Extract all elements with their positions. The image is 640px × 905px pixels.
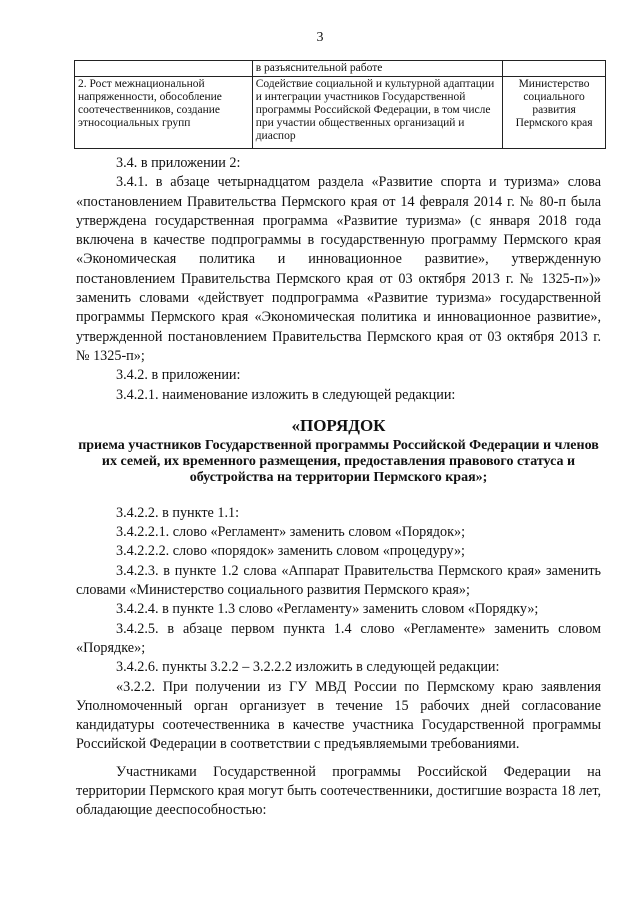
table-cell-responsible: Министерство социального развития Пермского края xyxy=(503,77,606,149)
paragraph: 3.4.2.2.2. слово «порядок» заменить словом «процедуру»; xyxy=(116,543,465,560)
paragraph: 3.4.2.3. в пункте 1.2 слова «Аппарат Правительства Пермского края» заменить словами «Министерство социального развития Пермского края»; xyxy=(76,562,601,599)
table-row xyxy=(75,61,606,77)
table-cell-measures: Содействие социальной и культурной адаптации и интеграции участников Государственной программы Российской Федерации, в том числе при участии общественных организаций и диаспор xyxy=(252,77,502,149)
paragraph: 3.4. в приложении 2: xyxy=(116,155,241,171)
paragraph: 3.4.2.6. пункты 3.2.2 – 3.2.2.2 изложить в следующей редакции: xyxy=(116,659,500,676)
table-cell-risk: 2. Рост межнациональной напряженности, обособление соотечественников, создание этносоциальных групп xyxy=(75,77,253,149)
paragraph: «3.2.2. При получении из ГУ МВД России по Пермскому краю заявления Уполномоченный орган организует в течение 15 рабочих дней согласование кандидатуры соотечественника в качестве участника Государственной программы Российской Федерации в соответствии с предъявляемыми требованиями. xyxy=(76,678,601,753)
paragraph: 3.4.2.4. в пункте 1.3 слово «Регламенту» заменить словом «Порядку»; xyxy=(116,601,539,618)
title-subheading: приема участников Государственной программы Российской Федерации и членов их семей, их временного размещения, предоставления правового статуса и обустройства на территории Пермского края»; xyxy=(78,437,599,485)
title-heading: «ПОРЯДОК xyxy=(291,415,386,435)
paragraph: 3.4.2.2. в пункте 1.1: xyxy=(116,504,240,521)
page-number: 3 xyxy=(316,30,324,45)
document-title xyxy=(76,416,601,486)
table-cell-empty xyxy=(503,61,606,77)
document-body xyxy=(76,154,601,821)
paragraph: Участниками Государственной программы Российской Федерации на территории Пермского края могут быть соотечественники, достигшие возраста 18 лет, обладающие дееспособностью: xyxy=(76,763,601,819)
table-cell-continued: в разъяснительной работе xyxy=(252,61,502,77)
risk-table xyxy=(74,60,606,149)
paragraph: 3.4.1. в абзаце четырнадцатом раздела «Развитие спорта и туризма» слова «постановлением Правительства Пермского края от 14 февраля 2014 г. № 80-п была утверждена государственная программа «Развитие туризма» (с января 2018 года включена в качестве подпрограммы в государственную программу Пермского края «Экономическая политика и инновационное развитие», утвержденную постановлением Правительства Пермского края от 03 октября 2013 г. № 1325-п»)» заменить словами «действует подпрограмма «Развитие туризма» государственной программы Пермского края «Экономическая политика и инновационное развитие», утвержденной постановлением Правительства Пермского края от 03 октября 2013 г. № 1325-п»; xyxy=(76,174,601,364)
table-cell-empty xyxy=(75,61,253,77)
table-row xyxy=(75,77,606,149)
paragraph: 3.4.2. в приложении: xyxy=(116,367,241,384)
paragraph: 3.4.2.1. наименование изложить в следующей редакции: xyxy=(116,386,456,403)
paragraph: 3.4.2.2.1. слово «Регламент» заменить словом «Порядок»; xyxy=(116,524,466,541)
paragraph: 3.4.2.5. в абзаце первом пункта 1.4 слово «Регламенте» заменить словом «Порядке»; xyxy=(76,620,601,656)
